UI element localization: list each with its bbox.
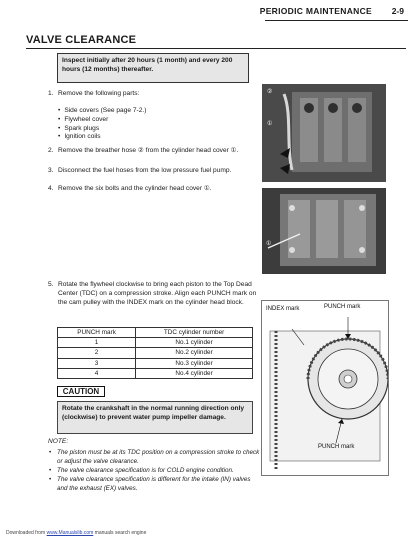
engine-photo-breather-hose [262,84,386,182]
step-text: Disconnect the fuel hoses from the low pressure fuel pump. [58,167,232,174]
table-cell: 4 [58,368,136,378]
table-row [58,348,253,358]
step-number: 4. [48,185,54,192]
section-title: VALVE CLEARANCE [26,34,137,46]
footer-link[interactable]: www.Manualslib.com [46,530,94,536]
table-header-cell: PUNCH mark [58,328,136,338]
label-cylinder-head-cover: ① [267,121,273,127]
page-header [0,0,416,24]
parts-list-item: • Spark plugs [58,125,146,134]
page-footer [6,530,146,536]
step-5 [48,280,260,308]
table-header-cell: TDC cylinder number [136,328,253,338]
interval-note: Inspect initially after 20 hours (1 month) and every 200 hours (12 months) thereafter. [57,53,249,83]
parts-list-item: • Side covers (See page 7-2.) [58,107,146,116]
head-cover-illustration [262,188,386,274]
page-number: 2-9 [391,6,404,16]
footer-prefix: Downloaded from [6,530,46,536]
note-item: • The piston must be at its TDC position on a compression stroke to check or adjust the valve clearance. [48,448,260,466]
parts-list-item: • Flywheel cover [58,116,146,125]
footer-suffix: manuals search engine [94,530,147,536]
cam-pulley-diagram [261,300,389,476]
table-cell: No.1 cylinder [136,338,253,348]
step-text: Rotate the flywheel clockwise to bring each piston to the Top Dead Center (TDC) on a compression stroke. Align each PUNCH mark on the cam pulley with the INDEX mark on the cylinder head block. [58,281,257,307]
step-number: 5. [48,281,54,288]
table-cell: 3 [58,358,136,368]
engine-photo-illustration [262,84,386,182]
step-3 [48,166,260,175]
step-4 [48,184,260,193]
step-number: 2. [48,147,54,154]
table-cell: No.3 cylinder [136,358,253,368]
table-cell: 1 [58,338,136,348]
label-breather-hose: ② [267,89,273,95]
caution-label: CAUTION [57,386,105,397]
step-number: 3. [48,167,54,174]
step-text: Remove the six bolts and the cylinder head cover ①. [58,185,212,192]
section-rule [26,48,406,49]
caution-text: Rotate the crankshaft in the normal running direction only (clockwise) to prevent water pump impeller damage. [57,401,253,434]
table-row [58,338,253,348]
note-label: NOTE: [48,438,69,445]
header-title: PERIODIC MAINTENANCE [259,6,372,16]
label-punch-mark-top: PUNCH mark [324,304,361,310]
step-2 [48,146,260,155]
table-cell: No.4 cylinder [136,368,253,378]
label-index-mark: INDEX mark [266,306,300,312]
header-rule [265,20,408,21]
note-list [48,448,260,493]
step-text: Remove the breather hose ② from the cylinder head cover ①. [58,147,239,154]
table-cell: 2 [58,348,136,358]
table-row [58,358,253,368]
engine-photo-head-cover [262,188,386,274]
step-1 [48,89,260,98]
label-cylinder-head-cover: ① [266,241,272,247]
note-item: • The valve clearance specification is different for the intake (IN) valves and the exhaust (EX) valves. [48,475,260,493]
table-row [58,368,253,378]
step-text: Remove the following parts: [58,90,140,97]
parts-list-item: • Ignition coils [58,133,146,142]
table-cell: No.2 cylinder [136,348,253,358]
parts-list [58,107,146,142]
step-number: 1. [48,90,54,97]
tdc-table [57,327,253,379]
note-item: • The valve clearance specification is for COLD engine condition. [48,466,260,475]
label-punch-mark-bottom: PUNCH mark [318,444,355,450]
table-header-row [58,328,253,338]
